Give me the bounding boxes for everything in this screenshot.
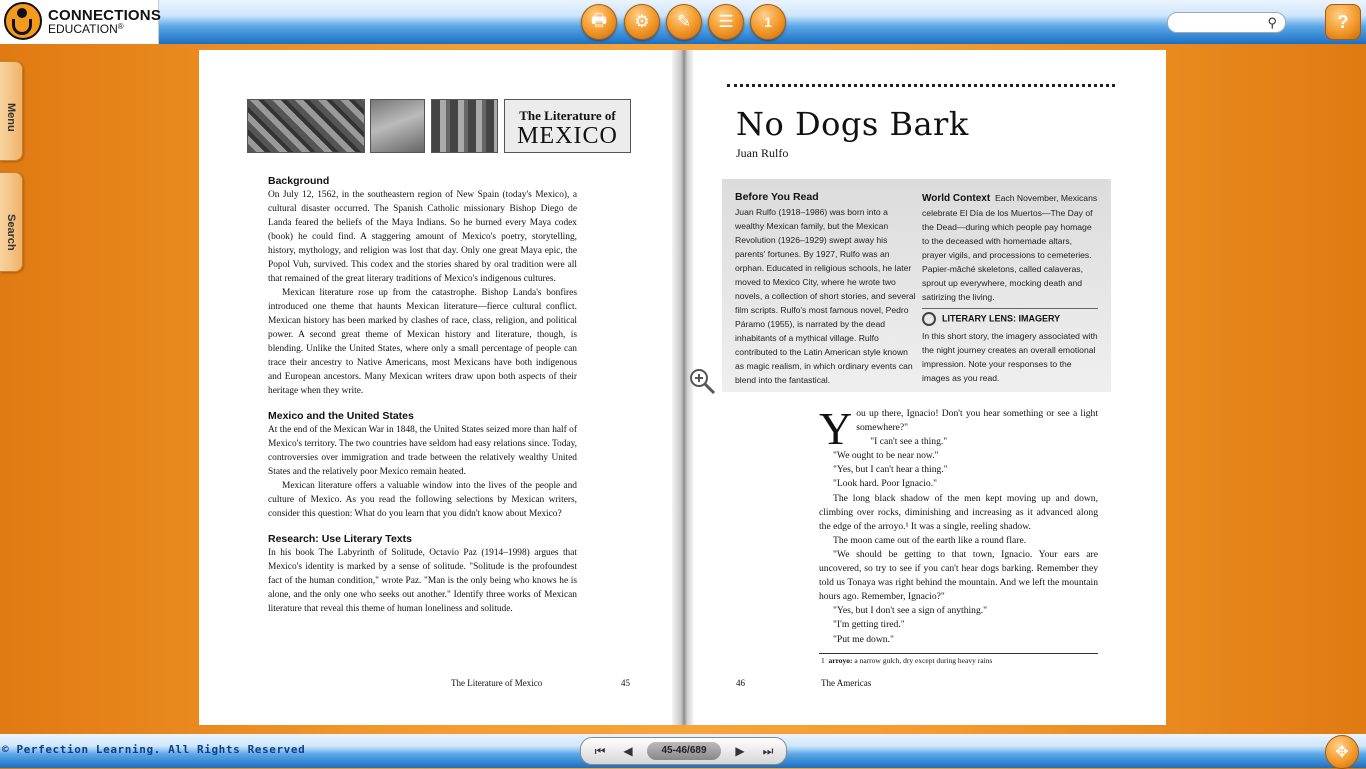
section-heading: Research: Use Literary Texts: [268, 533, 412, 545]
next-page-button[interactable]: [733, 743, 747, 759]
literary-lens-heading: LITERARY LENS: IMAGERY: [922, 308, 1098, 326]
right-footer-title: The Americas: [821, 678, 872, 688]
footnote-rule: [819, 653, 1098, 654]
paragraph: On July 12, 1562, in the southeastern region of New Spain (today's Mexico), a cultural disaster occurred. The Spanish Catholic missionary Bishop Diego de Landa feared the beliefs of the Maya Indians. So he burned every Maya codex (book) he could find. A staggering amount of Mexico's poetry, storytelling, history, mythology, and religion was lost that day. Only one great Maya epic, the Popol Vuh, survived. This codex and the stories shared by oral tradition were all that remained of the great literary traditions of Mexico's indigenous cultures.: [268, 190, 577, 284]
section-background: [268, 174, 577, 398]
zoom-in-icon[interactable]: [687, 366, 717, 396]
print-button[interactable]: [581, 4, 617, 40]
story-paragraph: "I can't see a thing.": [870, 436, 948, 448]
drop-cap: Y: [819, 403, 853, 454]
story-paragraph: "We ought to be near now.": [833, 450, 939, 462]
fullscreen-button[interactable]: [1325, 735, 1359, 769]
before-you-read-text: Juan Rulfo (1918–1986) was born into a wealthy Mexican family, but the Mexican Revolution (1926–1929) swept away his parents' fortunes. By 1927, Rulfo was an orphan. Educated in religious schools, he later moved to Mexico City, where he wrote two novels, a collection of short stories, and several film scripts. Rulfo's most famous novel, Pedro Páramo (1955), is narrated by the dead inhabitants of a mythical village. Rulfo contributed to the Latin American style known as magic realism, in which ordinary events can blend into the fantastical.: [735, 207, 916, 385]
section-mexico-us: [268, 409, 577, 521]
story-paragraph: "Look hard. Poor Ignacio.": [833, 478, 938, 490]
search-icon[interactable]: ⚲: [1267, 15, 1277, 30]
page-icon: 1: [764, 14, 772, 30]
story-title: No Dogs Bark: [736, 105, 969, 143]
last-page-button[interactable]: [761, 743, 775, 759]
section-heading: Background: [268, 175, 330, 187]
connections-education-logo[interactable]: [0, 0, 162, 44]
section-research: [268, 532, 577, 616]
banner-title-small: The Literature of: [519, 108, 616, 123]
first-page-button[interactable]: [593, 743, 607, 759]
story-paragraph: "Put me down.": [833, 633, 894, 645]
right-page: [694, 50, 1166, 725]
logo-line1: CONNECTIONS: [48, 7, 162, 24]
banner-title-big: MEXICO: [517, 123, 618, 149]
banner-image-musicians: [247, 99, 365, 153]
prev-page-icon: ◀: [623, 744, 633, 758]
next-page-icon: ▶: [735, 744, 745, 758]
world-context-heading: World Context: [922, 193, 991, 204]
search-input[interactable]: [1167, 12, 1286, 33]
story-paragraph: "Yes, but I don't see a sign of anything.": [833, 605, 988, 617]
story-paragraph: The moon came out of the earth like a round flare.: [833, 534, 1027, 546]
left-page: [199, 50, 672, 725]
story-paragraph: The long black shadow of the men kept moving up and down, climbing over rocks, diminishing and increasing as it advanced along the edge of the arroyo.¹ It was a single, reeling shadow.: [819, 492, 1098, 532]
footnote: 1 arroyo: a narrow gulch, dry except during heavy rains: [821, 656, 993, 665]
bookmark-icon: ✎: [676, 12, 692, 31]
bottom-bar: [0, 734, 1366, 768]
page-indicator[interactable]: 45-46/689: [647, 742, 721, 760]
help-icon: ?: [1337, 11, 1349, 32]
left-footer-title: The Literature of Mexico: [451, 678, 543, 688]
section-heading: Mexico and the United States: [268, 410, 414, 422]
before-you-read: [735, 191, 917, 387]
notes-button[interactable]: [708, 4, 744, 40]
prev-page-button[interactable]: [621, 743, 635, 759]
paragraph: In his book The Labyrinth of Solitude, Octavio Paz (1914–1998) argues that Mexico's identity is marked by a sense of solitude. "Solitude is the profoundest fact of the human condition," wrote Paz. "Man is the only being who knows he is alone, and the only one who seeks out another." Identify three works of Mexican literature that reveal this theme of human loneliness and solitude.: [268, 548, 577, 614]
story-paragraph: "I'm getting tired.": [833, 619, 905, 631]
paragraph: Mexican literature rose up from the catastrophe. Bishop Landa's bonfires introduced one theme that haunts Mexican literature—fierce cultural conflict. Mexican history has been marked by clashes of race, class, religion, and political power. A second great theme of Mexican history and literature, though, is blending. Unlike the United States, where only a small percentage of people can trace their ancestry to Native Americans, most Mexicans have both indigenous and European ancestors. Many Mexican writers draw upon both aspects of their heritage when they write.: [268, 288, 577, 396]
bookmark-button[interactable]: [666, 4, 702, 40]
menu-tab-label: Menu: [5, 103, 17, 132]
go-to-page-button[interactable]: [750, 4, 786, 40]
settings-button[interactable]: [624, 4, 660, 40]
banner-image-flag: [370, 99, 425, 153]
print-icon: 🖶: [590, 10, 608, 30]
paragraph: Mexican literature offers a valuable window into the lives of the people and culture of Mexico. As you read the following selections by Mexican writers, consider this question: What do you learn that you didn't know about Mexico?: [268, 481, 577, 519]
story-paragraph: "Yes, but I can't hear a thing.": [833, 464, 948, 476]
first-page-icon: ⏮: [594, 744, 606, 758]
banner-title: [504, 99, 631, 153]
search-tab-label: Search: [5, 214, 17, 251]
page-navigator: [580, 737, 787, 765]
help-button[interactable]: [1325, 4, 1361, 40]
banner-image-statues: [431, 99, 498, 153]
gear-icon: ⚙: [634, 12, 650, 31]
right-page-number: 46: [736, 678, 745, 688]
magnifier-icon: [922, 312, 936, 326]
fullscreen-icon: ✥: [1335, 744, 1349, 761]
world-context: [922, 191, 1098, 385]
last-page-icon: ⏭: [762, 744, 774, 758]
story-text: [819, 403, 1098, 647]
story-paragraph: "We should be getting to that town, Ignacio. Your ears are uncovered, so try to see if you can't hear dogs barking. Remember they told us Tonaya was right behind the mountain. And we left the mountain hours ago. Remember, Ignacio?": [819, 548, 1098, 603]
search-tab[interactable]: [0, 172, 23, 272]
literary-lens-text: In this short story, the imagery associated with the night journey creates an overall emotional impression. Note your responses to the images as you read.: [922, 331, 1098, 383]
copyright: © Perfection Learning. All Rights Reserved: [2, 743, 306, 756]
world-context-text: World Context Each November, Mexicans celebrate El Día de los Muertos—The Day of the Dead—during which people pay homage to the deceased with homemade altars, prayer vigils, and processions to cemeteries. Papier-mâché skeletons, called calaveras, sprout up everywhere, mocking death and satirizing the living.: [922, 193, 1098, 302]
notes-icon: ☰: [718, 12, 734, 31]
story-paragraph: You up there, Ignacio! Don't you hear something or see a light somewhere?": [819, 403, 1098, 454]
context-box: [722, 179, 1111, 392]
dotted-rule: [727, 84, 1115, 87]
story-author: Juan Rulfo: [736, 146, 789, 160]
before-you-read-heading: Before You Read: [735, 191, 819, 203]
left-page-number: 45: [621, 678, 630, 688]
logo-icon: [4, 2, 42, 40]
logo-line2: EDUCATION®: [48, 22, 124, 36]
menu-tab[interactable]: [0, 61, 23, 161]
paragraph: At the end of the Mexican War in 1848, the United States seized more than half of Mexico's territory. The two countries have seldom had easy relations since. Today, controversies over immigration and trade between the relatively wealthy United States and the relatively poor Mexico remain heated.: [268, 425, 577, 477]
top-toolbar: [0, 0, 1366, 44]
